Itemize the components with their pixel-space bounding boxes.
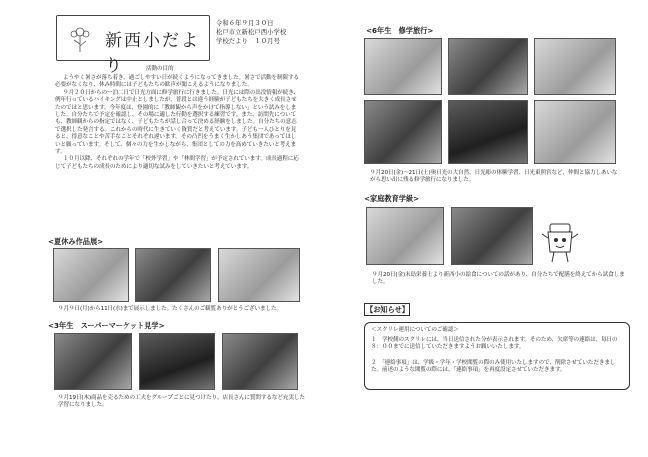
grade3-photo-1 [54, 333, 132, 390]
summer-photo-3 [218, 248, 300, 302]
lunch-mascot-icon [540, 218, 580, 266]
notice-heading-box [364, 303, 410, 316]
trip-photo-4 [364, 100, 442, 164]
trip-photo-shrine [448, 100, 528, 164]
trip-photo-6 [534, 100, 616, 164]
grade3-photo-3 [222, 333, 298, 390]
notice-box-title: ＜スクリレ運用についてのご確認＞ [371, 327, 459, 333]
grade6-heading: <6年生 修学旅行> [366, 26, 434, 35]
paragraph: ９月２０日からの一泊二日で日光方面に修学旅行に行きました。日光には際の出没情報が続き、例年行っているハイキングは中止としましたが、普段とは違う経験が子どもたちを大きく成長させたのではと思います。今年度は、登園的に「教師観から声をかけて指導しない」という試みをしました。自分たちで予定を確認し、その場に適した行動を選択する練習です。また、訪問先についても、教師観からの指定ではなく、子どもたちが話し合って決める経験をしました。自分たちの意志で選択した発言する。これからの時代に生きていく資質だと考えています。子ども一人ひとりを見ると、得意なことや苦手なことそれぞれ違います。その凸凹をうまく生かしあう集団であってほしいと願っています。そして、個々の力を生かしながら、集団としての力を高めていきたいと考えます。 [55, 89, 300, 156]
grade6-caption: ９月20日(金)～21日(土)奥日光の大自然、日光彫の体験学習、日光東照宮など、仲間と協力しあいながら思い出に残る修学旅行になりました。 [370, 170, 618, 184]
paragraph: １０月以降、それぞれの学年で「校外学習」や「林間学習」が予定されています。成長過程に応じて子どもたちの成長のためにより適切な試みをしていきたいと考えています。 [55, 156, 299, 170]
summer-caption: ９月９日(月)から11日(水)まで展示しました。たくさんのご観覧ありがとうございました。 [58, 306, 283, 312]
summer-photo-1 [53, 248, 129, 302]
issue-date: 令和６年９月３０日 [216, 19, 274, 27]
notice-heading: 【お知らせ】 [366, 305, 409, 314]
section-heading: 活動の目的 [146, 66, 174, 72]
homeec-photo-1 [366, 207, 444, 265]
homeec-heading: <家庭教育学級> [364, 194, 420, 203]
school-name: 松戸市立新松戸西小学校 [216, 28, 287, 36]
summer-heading: <夏休み作品展> [48, 237, 104, 246]
issue-number: 学校だより １０月号 [216, 37, 280, 45]
flower-icon [65, 22, 95, 54]
trip-photo-3 [534, 38, 616, 95]
grade3-photo-2 [139, 333, 215, 390]
main-article [55, 75, 299, 171]
grade3-caption: ９月19日(木)商品を売るための工夫をグループごとに見つけたり、店長さんに質問するなど充実した学習になりました。 [58, 395, 305, 409]
trip-photo-2 [448, 38, 528, 95]
notice-item: １ 学校側のスクリレには、当日送信された分が表示されます。そのため、欠席等の連絡は、毎日の８：００までに送信していただきますようお願いいたします。 [371, 337, 618, 351]
masthead-info [216, 19, 286, 46]
summer-photo-2 [135, 248, 211, 302]
notice-box [364, 322, 630, 390]
grade3-heading: <3年生 スーパーマーケット見学> [48, 321, 165, 330]
trip-photo-waterfall [364, 38, 442, 95]
homeec-photo-2 [451, 207, 533, 265]
newsletter-title: 新西小だより [105, 31, 200, 76]
paragraph: ようやく暑さが落ち着き、過ごしやすい日が続くようになってきました。暑さで活動を制限する必要がなくなり、休み時間には子どもたちの歓声が聞こえるようになりました。 [55, 75, 300, 89]
homeec-caption: ９月20日(金)末島栄養士より新西小の給食についての話があり、自分たちで配膳を終えてから試食しました。 [372, 272, 625, 286]
notice-item: ２ 「連絡事項」は、学級・学年・学校閲覧の際のみ使用いたしますので、削除させていただきました。前述のような閲覧の際には、「連絡事項」を再度設定させていただきます。 [371, 360, 616, 374]
